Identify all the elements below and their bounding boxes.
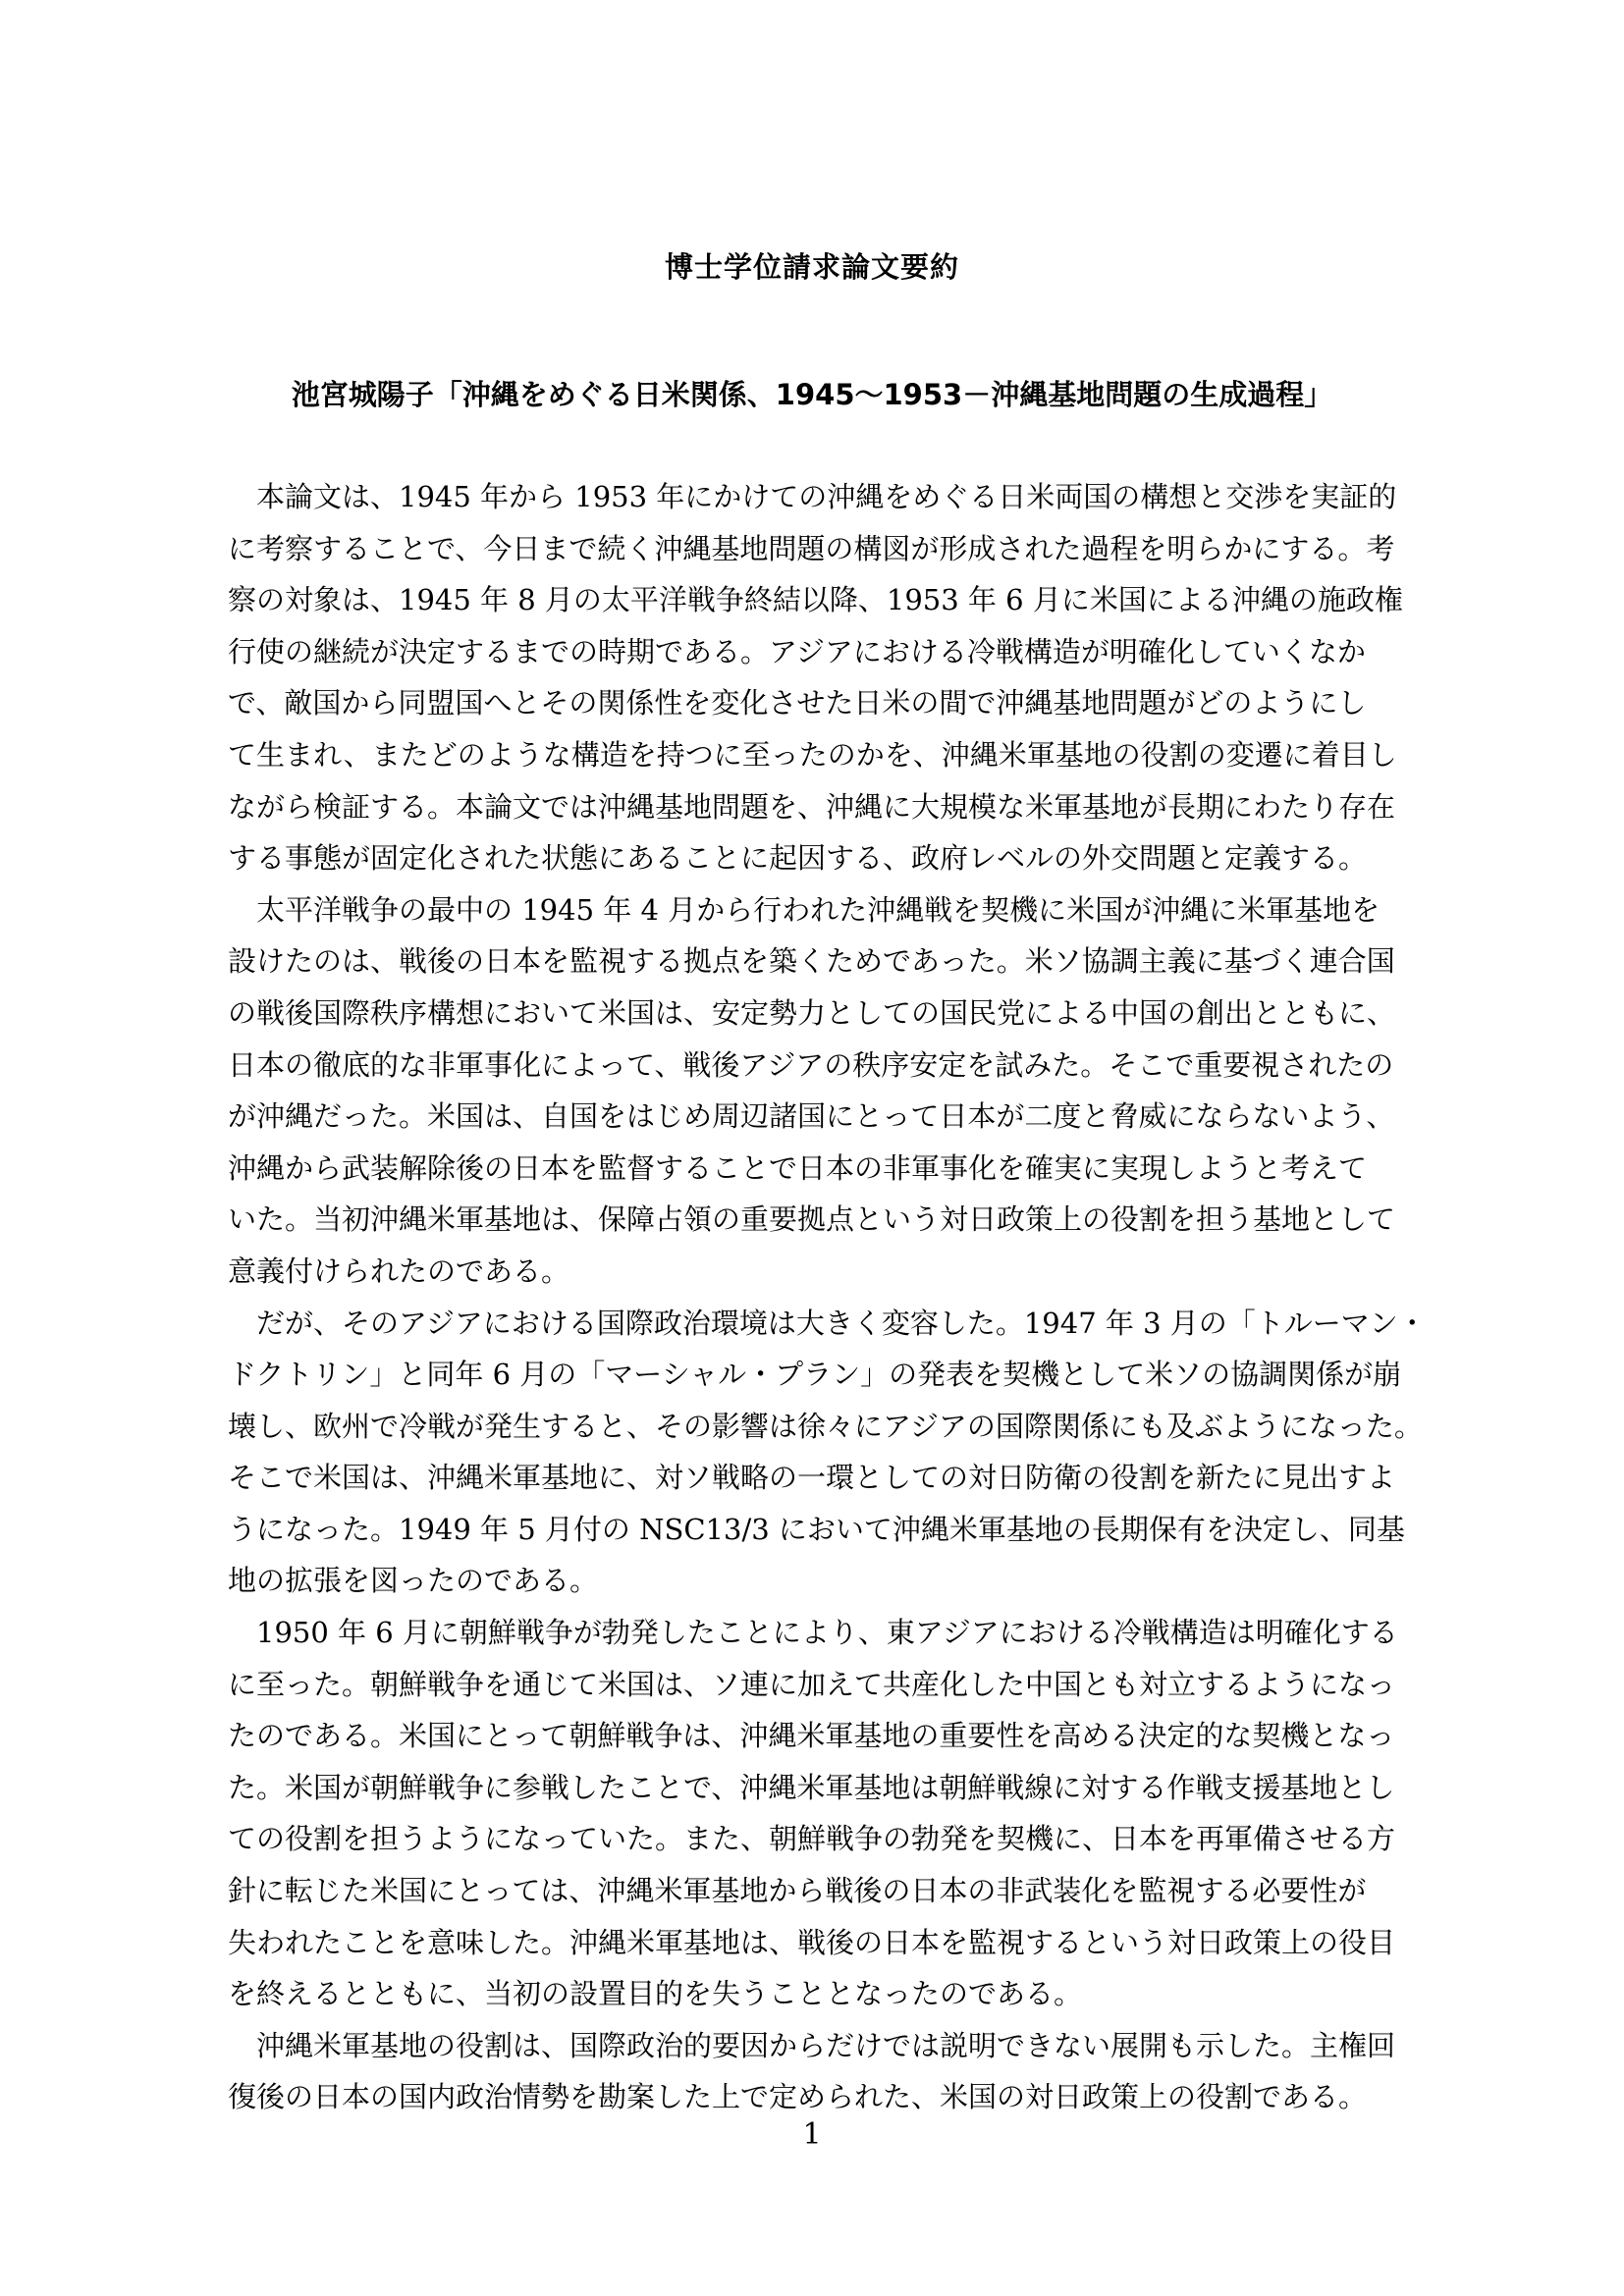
text-line: を終えるとともに、当初の設置目的を失うこととなったのである。: [228, 1977, 1083, 2011]
text-line: する事態が固定化された状態にあることに起因する、政府レベルの外交問題と定義する。: [228, 841, 1368, 876]
text-line: た。米国が朝鮮戦争に参戦したことで、沖縄米軍基地は朝鮮戦線に対する作戦支援基地とし: [228, 1770, 1395, 1804]
text-line: ながら検証する。本論文では沖縄基地問題を、沖縄に大規模な米軍基地が長期にわたり存在: [228, 789, 1396, 824]
text-line: 意義付けられたのである。: [228, 1254, 570, 1288]
text-line: うになった。1949 年 5 月付の NSC13/3 において沖縄米軍基地の長期保有を決定し、同基: [228, 1512, 1405, 1546]
text-line: そこで米国は、沖縄米軍基地に、対ソ戦略の一環としての対日防衛の役割を新たに見出すよ: [228, 1461, 1396, 1495]
text-line: 地の拡張を図ったのである。: [228, 1564, 599, 1598]
text-line: 失われたことを意味した。沖縄米軍基地は、戦後の日本を監視するという対日政策上の役目: [228, 1925, 1396, 1959]
text-line: 設けたのは、戦後の日本を監視する拠点を築くためであった。米ソ協調主義に基づく連合国: [228, 944, 1395, 979]
text-line: 本論文は、1945 年から 1953 年にかけての沖縄をめぐる日米両国の構想と交渉を実証的: [228, 480, 1397, 513]
document-subtitle: 池宮城陽子「沖縄をめぐる日米関係、1945～1953－沖縄基地問題の生成過程」: [291, 378, 1333, 411]
text-line: 太平洋戦争の最中の 1945 年 4 月から行われた沖縄戦を契機に米国が沖縄に米軍基地を: [228, 892, 1380, 927]
text-line: で、敵国から同盟国へとその関係性を変化させた日米の間で沖縄基地問題がどのようにし: [228, 686, 1367, 721]
text-line: いた。当初沖縄米軍基地は、保障占領の重要拠点という対日政策上の役割を担う基地として: [228, 1202, 1396, 1237]
text-line: 察の対象は、1945 年 8 月の太平洋戦争終結以降、1953 年 6 月に米国による沖縄の施政権: [228, 583, 1403, 617]
text-line: 沖縄米軍基地の役割は、国際政治的要因からだけでは説明できない展開も示した。主権回: [228, 2028, 1396, 2062]
page-number: 1: [802, 2117, 822, 2152]
text-line: が沖縄だった。米国は、自国をはじめ周辺諸国にとって日本が二度と脅威にならないよう、: [228, 1099, 1395, 1134]
text-line: 針に転じた米国にとっては、沖縄米軍基地から戦後の日本の非武装化を監視する必要性が: [228, 1874, 1367, 1908]
text-line: ドクトリン」と同年 6 月の「マーシャル・プラン」の発表を契機として米ソの協調関係が崩: [228, 1358, 1402, 1392]
text-line: て生まれ、またどのような構造を持つに至ったのかを、沖縄米軍基地の役割の変遷に着目し: [228, 737, 1397, 772]
text-line: 行使の継続が決定するまでの時期である。アジアにおける冷戦構造が明確化していくなか: [228, 634, 1366, 668]
text-line: の戦後国際秩序構想において米国は、安定勢力としての国民党による中国の創出とともに、: [228, 995, 1396, 1030]
text-line: たのである。米国にとって朝鮮戦争は、沖縄米軍基地の重要性を高める決定的な契機となっ: [228, 1719, 1395, 1753]
text-line: 沖縄から武装解除後の日本を監督することで日本の非軍事化を確実に実現しようと考えて: [228, 1150, 1368, 1185]
text-line: に考察することで、今日まで続く沖縄基地問題の構図が形成された過程を明らかにする。考: [228, 531, 1395, 565]
text-line: 復後の日本の国内政治情勢を勘案した上で定められた、米国の対日政策上の役割である。: [228, 2080, 1368, 2114]
text-line: 壊し、欧州で冷戦が発生すると、その影響は徐々にアジアの国際関係にも及ぶようになった。: [228, 1409, 1423, 1443]
text-line: に至った。朝鮮戦争を通じて米国は、ソ連に加えて共産化した中国とも対立するようになっ: [228, 1667, 1396, 1701]
document-title: 博士学位請求論文要約: [664, 250, 959, 284]
text-line: だが、そのアジアにおける国際政治環境は大きく変容した。1947 年 3 月の「トルーマン・: [228, 1306, 1427, 1340]
body-text: [228, 471, 1427, 2123]
text-line: 1950 年 6 月に朝鮮戦争が勃発したことにより、東アジアにおける冷戦構造は明確化する: [228, 1616, 1398, 1650]
text-line: 日本の徹底的な非軍事化によって、戦後アジアの秩序安定を試みた。そこで重要視されたの: [228, 1047, 1394, 1082]
text-line: ての役割を担うようになっていた。また、朝鮮戦争の勃発を契機に、日本を再軍備させる方: [228, 1822, 1396, 1856]
